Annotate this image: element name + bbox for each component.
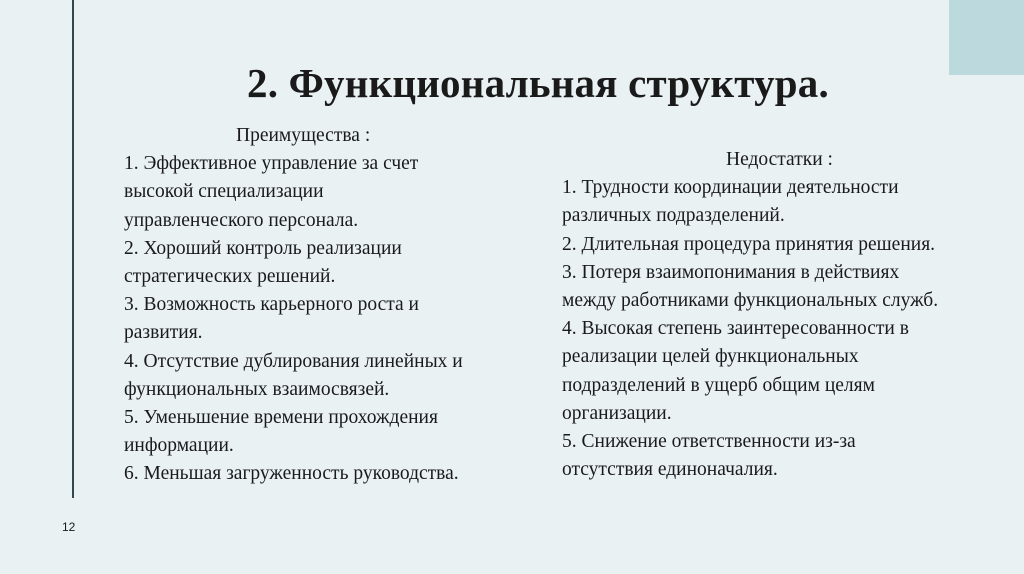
advantages-line: развития. [124,322,203,344]
disadvantages-column [562,146,1022,484]
advantages-line: 5. Уменьшение времени прохождения [124,407,438,429]
disadvantages-line: отсутствия единоначалия. [562,459,778,481]
advantages-line: 4. Отсутствие дублирования линейных и [124,350,463,372]
advantages-line: информации. [124,435,234,457]
disadvantages-line: подразделений в ущерб общим целям [562,374,875,396]
advantages-line: 3. Возможность карьерного роста и [124,294,419,316]
disadvantages-line: между работниками функциональных служб. [562,290,939,312]
advantages-heading: Преимущества : [236,125,371,146]
advantages-line: высокой специализации [124,181,324,203]
advantages-line: 1. Эффективное управление за счет [124,153,419,175]
advantages-line: управленческого персонала. [124,209,359,231]
disadvantages-line: 1. Трудности координации деятельности [562,177,899,199]
disadvantages-line: 5. Снижение ответственности из-за [562,431,856,453]
advantages-line: 6. Меньшая загруженность руководства. [124,463,459,485]
disadvantages-heading: Недостатки : [726,149,833,170]
advantages-line: функциональных взаимосвязей. [124,378,390,400]
slide-title: 2. Функциональная структура. [247,60,829,106]
disadvantages-line: 4. Высокая степень заинтересованности в [562,318,909,340]
disadvantages-line: организации. [562,402,672,424]
disadvantages-line: реализации целей функциональных [562,346,859,368]
disadvantages-line: различных подразделений. [562,205,785,227]
page-number: 12 [62,520,76,534]
disadvantages-line: 3. Потеря взаимопонимания в действиях [562,261,900,283]
disadvantages-line: 2. Длительная процедура принятия решения. [562,233,936,255]
advantages-column [124,122,554,489]
advantages-line: стратегических решений. [124,266,336,288]
advantages-line: 2. Хороший контроль реализации [124,237,402,259]
